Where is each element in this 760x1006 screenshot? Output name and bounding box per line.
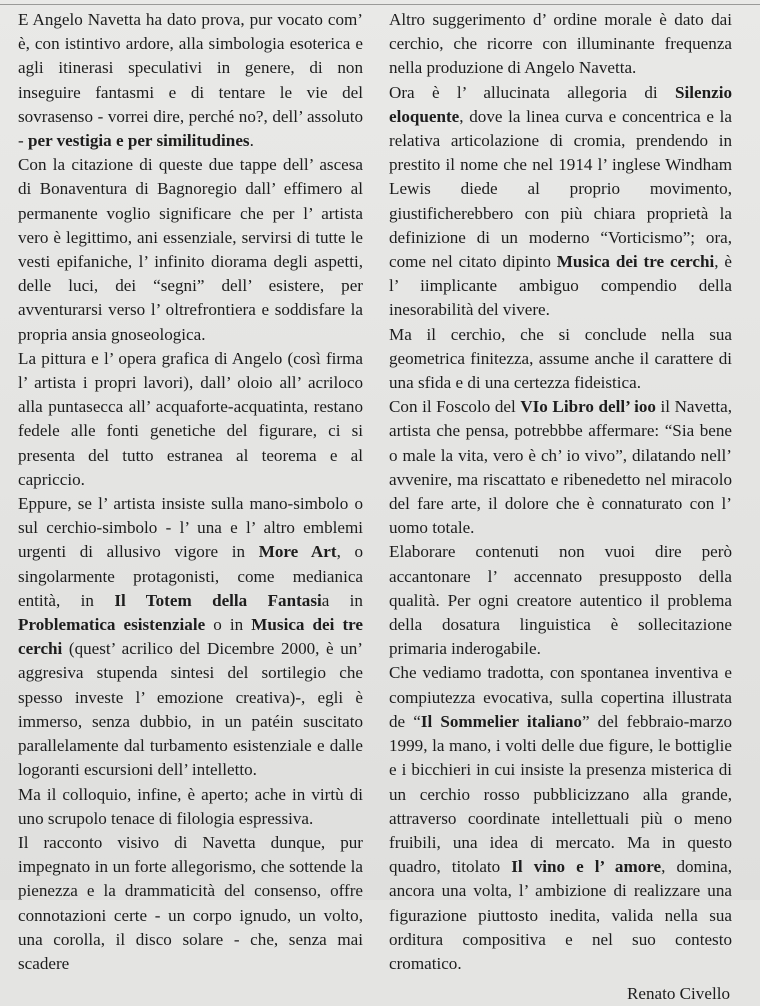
paragraph-text: , o singolarmente protagonisti, come medianica entità, in (18, 542, 364, 610)
paragraph-text: Ora è l’ allucinata allegoria di (389, 82, 676, 102)
paragraph (389, 661, 732, 976)
paragraph-text: . (249, 131, 254, 151)
paragraph-text: Ma il cerchio, che si conclude nella sua geometrica finitezza, assume anche il carattere di una sfida e di una certezza fideistica. (389, 324, 732, 393)
paragraph (389, 81, 732, 323)
right-column-body (389, 8, 732, 976)
paragraph-text: il Navetta, artista che pensa, potrebbbe affermare: “Sia bene o male la vita, vero è ch’ io vivo”, dilatando nell’ avvenire, ma riscattato e ribenedetto nel miracolo del fare arte, il dolore che è connaturato con l’ uomo totale. (389, 397, 732, 538)
bold-title-text: More Art (258, 542, 337, 562)
paragraph-text: ” del febbraio-marzo 1999, la mano, i volti delle due figure, le bottiglie e i bicchieri in cui insiste la presenza misterica di un cerchio rosso pubblicizzano alla grande, attraverso coordinate intellettuali più o meno fruibili, una idea di mercato. Ma in questo quadro, titolato (389, 711, 732, 877)
paragraph-text: Altro suggerimento d’ ordine morale è dato dai cerchio, che ricorre con illuminante frequenza nella produzione di Angelo Navetta. (389, 10, 732, 78)
paragraph-text: Ma il colloquio, infine, è aperto; ache in virtù di uno scrupolo tenace di filologia espressiva. (18, 784, 363, 828)
paragraph (389, 540, 732, 661)
paragraph (18, 783, 363, 831)
author-signature: Renato Civello (626, 984, 730, 1004)
paragraph-text: Il racconto visivo di Navetta dunque, pur impegnato in un forte allegorismo, che sottende la pienezza e la drammaticità del consenso, offre connotazioni certe - un corpo ignudo, un volto, una corolla, il disco solare - che, senza mai scadere (18, 832, 363, 973)
bold-title-text: Il Totem della Fantasi (114, 590, 322, 610)
paragraph-text: Eppure, se l’ artista insiste sulla mano-simbolo o sul cerchio-simbolo - l’ una e l’ altro emblemi urgenti di allusivo vigore in (18, 494, 363, 562)
paragraph-text: Con la citazione di queste due tappe dell’ ascesa di Bonaventura di Bagnoregio dall’ effimero al permanente voglio significare che per l’ artista vero è legittimo, ani essenziale, servirsi di tutte le vesti epifaniche, l’ infinito diorama degli aspetti, delle luci, dei “segni” dell’ esistere, per avventurarsi verso l’ oltrefrontiera e soddisfare la propria ansia gnoseologica. (18, 155, 363, 344)
paragraph-text: , dove la linea curva e concentrica e la relativa articolazione di cromia, prendendo in prestito il nome che nel 1914 l’ inglese Windham Lewis diede al proprio movimento, giustificherebbero con più chiara proprietà la definizione di un moderno “Vorticismo”; ora, come nel citato dipinto (389, 106, 732, 272)
paragraph-text: La pittura e l’ opera grafica di Angelo (così firma l’ artista i propri lavori), dall’ oloio all’ acriloco alla puntasecca all’ acquaforte-acquatinta, restano fedele alle fonti genetiche del figurare, ci si presenta del tutto estranea al teorema e al capriccio. (18, 348, 363, 489)
paragraph-text: Elaborare contenuti non vuoi dire però accantonare l’ accennato presupposto della qualità. Per ogni creatore autentico il problema della dosatura linguistica è sollecitazione primaria inderogabile. (389, 542, 732, 659)
bold-title-text: Musica dei tre cerchi (556, 252, 715, 272)
right-column (389, 8, 732, 1006)
bold-title-text: Il Sommelier italiano (420, 711, 582, 731)
paragraph-text: o in (205, 615, 252, 635)
paragraph-text: E Angelo Navetta ha dato prova, pur vocato com’ è, con istintivo ardore, alla simbologia esoterica e agli itinerasi speculativi in genere, di non inseguire fantasmi e di tentare le vie del sovrasenso - vorrei dire, perché no?, dell’ assoluto - (18, 10, 363, 151)
paragraph (389, 395, 732, 540)
paragraph (389, 323, 732, 396)
paragraph-text: (quest’ acrilico del Dicembre 2000, è un’ aggresiva stupenda sintesi del sortilegio che spesso investe l’ emozione creativa)-, egli è immerso, senza dubbio, in un patéin suscitato parallelamente dal turbamento esistenziale e dalle logoranti escursioni dell’ intelletto. (18, 639, 363, 780)
bold-title-text: Il vino e l’ amore (511, 857, 662, 877)
paragraph (18, 153, 363, 347)
left-column (18, 8, 363, 976)
bold-title-text: Silenzio eloquente (389, 82, 732, 126)
paragraph (389, 8, 732, 81)
bold-title-text: Problematica esistenziale (18, 615, 206, 635)
bold-title-text: per vestigia e per similitudines (27, 131, 250, 151)
paragraph (18, 347, 363, 492)
paragraph-text: Con il Foscolo del (389, 397, 521, 417)
paragraph (18, 492, 363, 782)
paragraph-text: , domina, ancora una volta, l’ ambizione di realizzare una figurazione piuttosto inedita, valida nella sua orditura compositiva e nel suo contesto cromatico. (389, 857, 732, 973)
bold-title-text: Musica dei tre cerchi (18, 615, 364, 659)
paragraph-text: , è l’ iimplicante ambiguo compendio della inesorabilità del vivere. (389, 252, 732, 320)
paragraph (18, 8, 363, 153)
bold-title-text: VIo Libro dell’ ioo (520, 397, 656, 417)
top-rule (0, 0, 760, 5)
paragraph-text: a in (321, 590, 363, 610)
paragraph (18, 831, 363, 976)
paragraph-text: Che vediamo tradotta, con spontanea inventiva e compiutezza evocativa, sulla copertina illustrata de “ (389, 663, 732, 731)
